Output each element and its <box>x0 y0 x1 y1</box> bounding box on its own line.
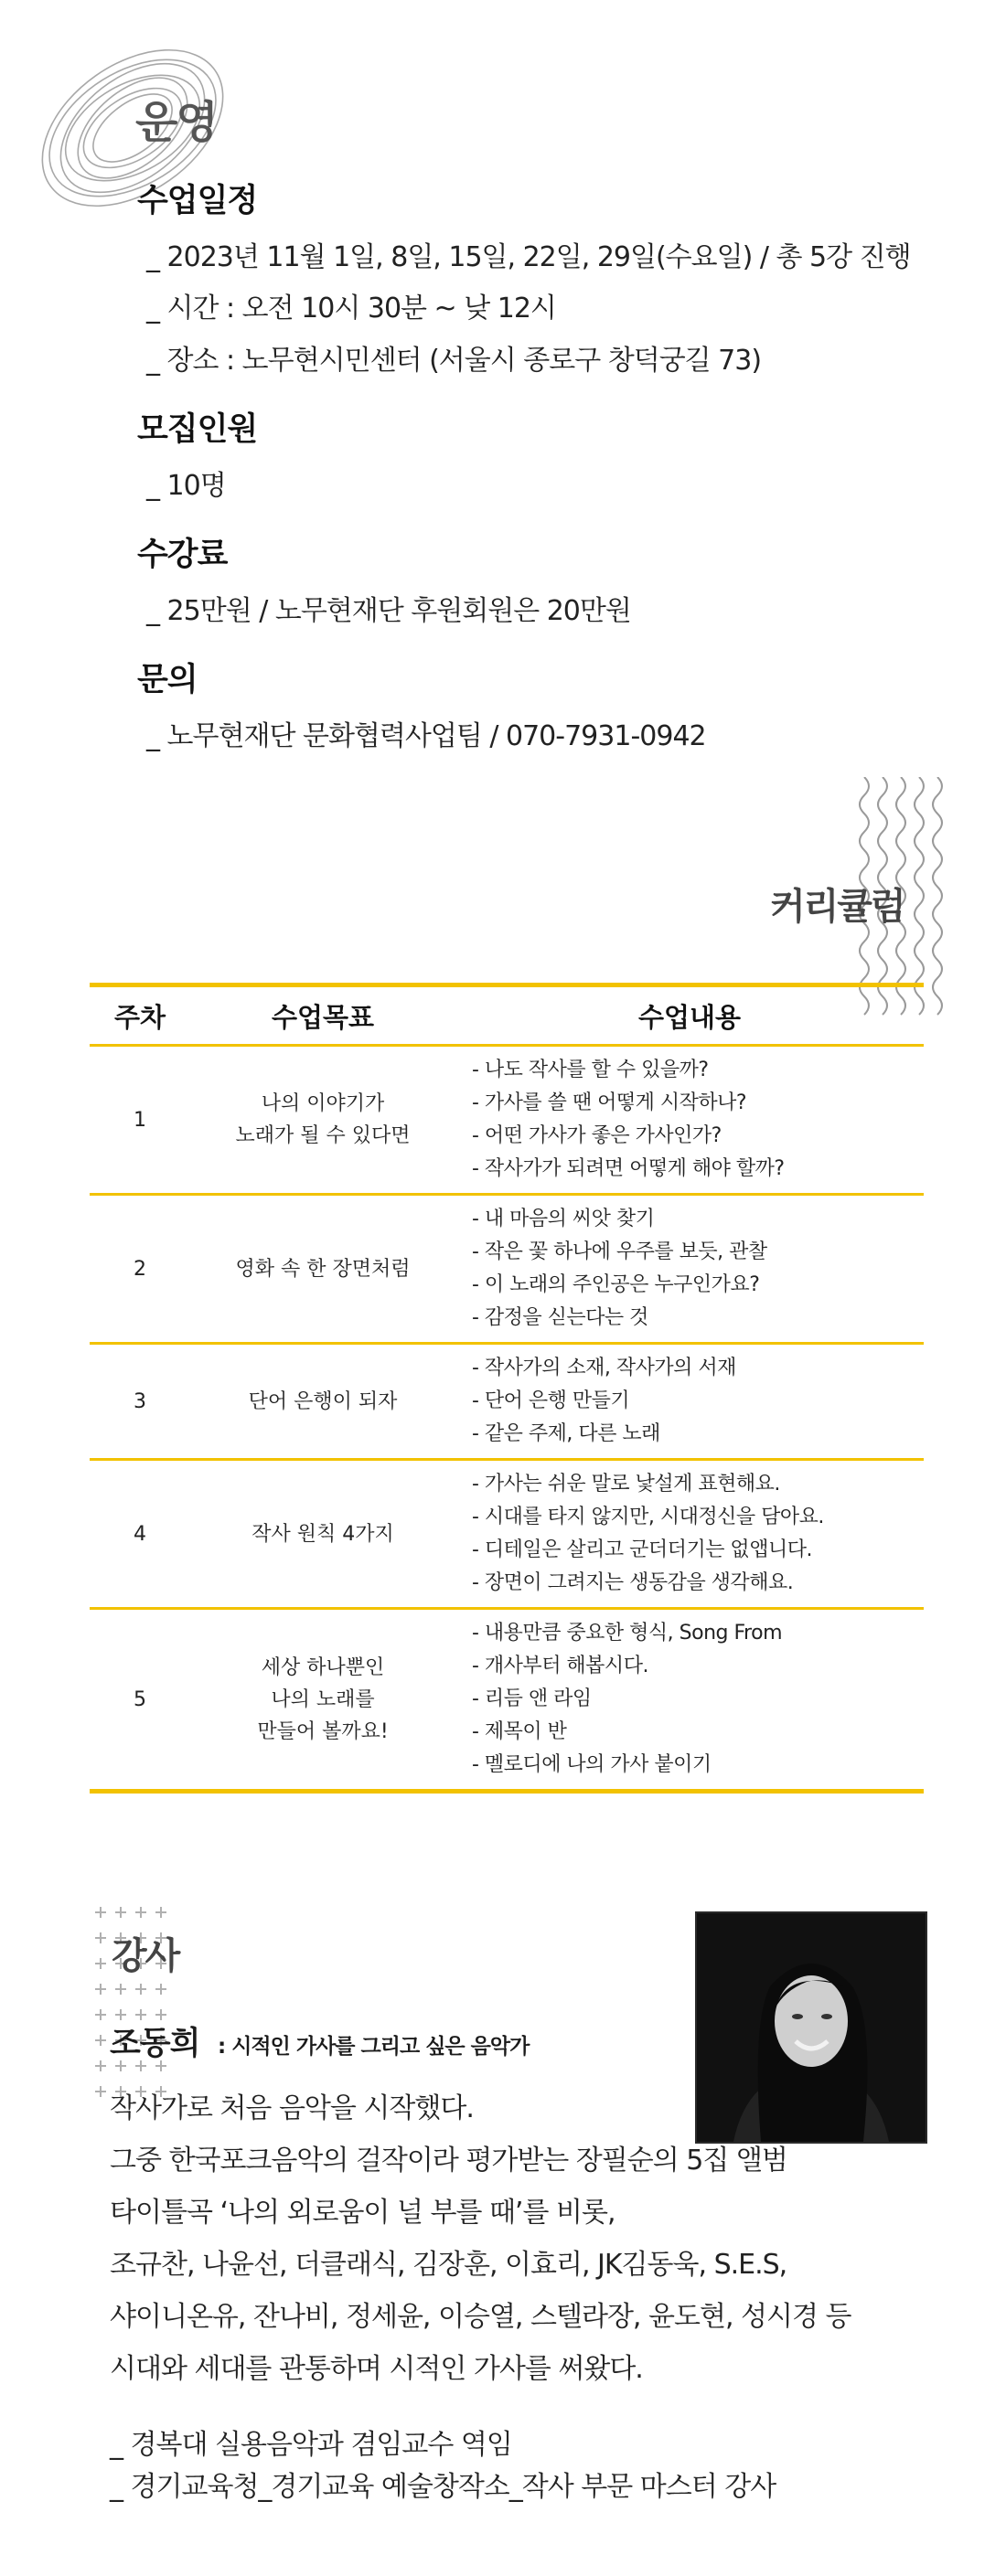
bio-line: 타이틀곡 ‘나의 외로움이 널 부를 때’를 비롯, <box>110 2197 615 2229</box>
table-row <box>90 1610 924 1794</box>
lesson-goal: 영화 속 한 장면처럼 <box>235 1257 411 1281</box>
bio-line: 샤이니온유, 잔나비, 정세윤, 이승열, 스텔라장, 윤도현, 성시경 등 <box>110 2301 851 2333</box>
lesson-item: - 감정을 싣는다는 것 <box>472 1306 648 1329</box>
lesson-goal: 나의 이야기가 노래가 될 수 있다면 <box>235 1092 411 1147</box>
instructor-bio <box>110 2082 851 2395</box>
fee-line: _ 25만원 / 노무현재단 후원회원은 20만원 <box>146 595 631 627</box>
week-number: 4 <box>134 1522 146 1546</box>
schedule-line-place: _ 장소 : 노무현시민센터 (서울시 종로구 창덕궁길 73) <box>146 345 762 377</box>
week-number: 2 <box>134 1257 146 1281</box>
lesson-item: - 멜로디에 나의 가사 붙이기 <box>472 1753 712 1776</box>
header-content: 수업내용 <box>637 1001 742 1033</box>
lesson-item: - 장면이 그려지는 생동감을 생각해요. <box>472 1571 794 1594</box>
bio-line: 조규찬, 나윤선, 더클래식, 김장훈, 이효리, JK김동욱, S.E.S, <box>110 2249 787 2281</box>
lesson-goal: 세상 하나뿐인 나의 노래를 만들어 볼까요! <box>257 1655 389 1743</box>
table-row <box>90 1461 924 1610</box>
header-goal: 수업목표 <box>271 1001 375 1033</box>
lesson-item: - 개사부터 해봅시다. <box>472 1655 648 1677</box>
contact-heading: 문의 <box>137 662 198 698</box>
lesson-items <box>455 1617 924 1782</box>
lesson-item: - 디테일은 살리고 군더더기는 없앱니다. <box>472 1538 812 1561</box>
week-number: 5 <box>134 1687 146 1711</box>
section-tag-operation: 운영 <box>135 97 217 148</box>
lesson-item: - 내 마음의 씨앗 찾기 <box>472 1208 655 1230</box>
table-row <box>90 1047 924 1196</box>
lesson-item: - 리듬 앤 라임 <box>472 1687 592 1710</box>
header-week: 주차 <box>113 1001 166 1033</box>
lesson-items <box>455 1054 924 1186</box>
lesson-item: - 나도 작사를 할 수 있을까? <box>472 1059 709 1081</box>
week-number: 1 <box>134 1108 146 1132</box>
lesson-item: - 제목이 반 <box>472 1720 567 1743</box>
lesson-items <box>455 1468 924 1600</box>
instructor-credentials <box>110 2424 776 2508</box>
schedule-line-date: _ 2023년 11월 1일, 8일, 15일, 22일, 29일(수요일) / 총 5강 진행 <box>146 241 911 273</box>
lesson-items <box>455 1203 924 1335</box>
contact-line: _ 노무현재단 문화협력사업팀 / 070-7931-0942 <box>146 720 706 752</box>
curriculum-table <box>90 983 924 1794</box>
credential-line: _ 경복대 실용음악과 겸임교수 역임 <box>110 2429 512 2461</box>
bio-line: 작사가로 처음 음악을 시작했다. <box>110 2092 474 2124</box>
bio-line: 시대와 세대를 관통하며 시적인 가사를 써왔다. <box>110 2353 643 2385</box>
week-number: 3 <box>134 1389 146 1413</box>
credential-line: _ 경기교육청_경기교육 예술창작소_작사 부문 마스터 강사 <box>110 2471 776 2503</box>
lesson-item: - 이 노래의 주인공은 누구인가요? <box>472 1273 760 1296</box>
fee-heading: 수강료 <box>137 537 228 573</box>
lesson-item: - 가사는 쉬운 말로 낯설게 표현해요. <box>472 1473 780 1496</box>
section-tag-instructor: 강사 <box>112 1935 179 1977</box>
table-row <box>90 1345 924 1461</box>
section-tag-curriculum: 커리큘럼 <box>770 886 904 928</box>
schedule-heading: 수업일정 <box>137 183 258 219</box>
lesson-item: - 같은 주제, 다른 노래 <box>472 1422 660 1445</box>
instructor-name: 조동희 <box>110 2026 200 2062</box>
lesson-item: - 가사를 쓸 땐 어떻게 시작하나? <box>472 1091 747 1114</box>
lesson-item: - 작사가가 되려면 어떻게 해야 할까? <box>472 1157 785 1180</box>
lesson-item: - 시대를 타지 않지만, 시대정신을 담아요. <box>472 1506 824 1528</box>
lesson-items <box>455 1352 924 1451</box>
lesson-goal: 단어 은행이 되자 <box>248 1389 398 1413</box>
table-row <box>90 1196 924 1345</box>
bio-line: 그중 한국포크음악의 걸작이라 평가받는 장필순의 5집 앨범 <box>110 2145 787 2177</box>
recruit-line: _ 10명 <box>146 470 226 502</box>
lesson-item: - 작은 꽃 하나에 우주를 보듯, 관찰 <box>472 1240 767 1263</box>
instructor-title: : 시적인 가사를 그리고 싶은 음악가 <box>218 2035 530 2059</box>
lesson-item: - 단어 은행 만들기 <box>472 1389 630 1412</box>
lesson-item: - 내용만큼 중요한 형식, Song From <box>472 1622 783 1645</box>
table-header-row <box>90 987 924 1047</box>
lesson-goal: 작사 원칙 4가지 <box>252 1522 394 1546</box>
schedule-line-time: _ 시간 : 오전 10시 30분 ~ 낮 12시 <box>146 293 556 325</box>
lesson-item: - 작사가의 소재, 작사가의 서재 <box>472 1357 736 1379</box>
recruit-heading: 모집인원 <box>137 411 258 448</box>
lesson-item: - 어떤 가사가 좋은 가사인가? <box>472 1124 722 1147</box>
